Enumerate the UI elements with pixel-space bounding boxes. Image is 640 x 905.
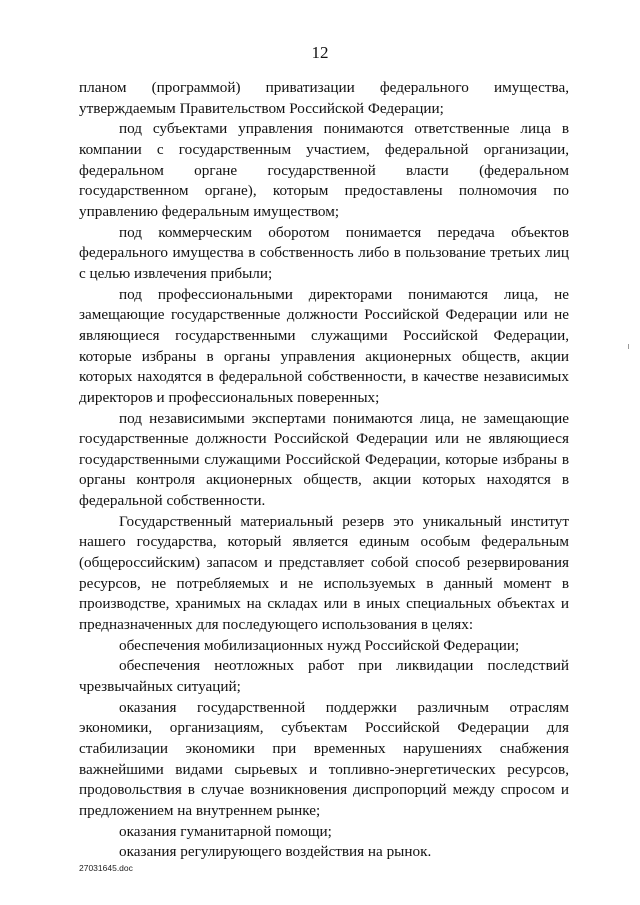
paragraph-market-regulation: оказания регулирующего воздействия на рынок. — [119, 843, 432, 861]
footer-file-name: 27031645.doc — [79, 863, 133, 873]
paragraph-humanitarian-aid: оказания гуманитарной помощи; — [119, 822, 332, 840]
paragraph-emergency-works: обеспечения неотложных работ при ликвидации последствий чрезвычайных ситуаций; — [79, 657, 569, 696]
paragraph-state-reserve: Государственный материальный резерв это уникальный институт нашего государства, который является единым особым федеральным (общероссийским) запасом и представляет собой способ резервирования ресурсов, не потребляемых и не используемых в данный момент в производстве, хранимых на складах или в иных специальных объектах и предназначенных для последующего использования в целях: — [79, 512, 569, 634]
paragraph-commercial-turnover: под коммерческим оборотом понимается передача объектов федерального имущества в собственность либо в пользование третьих лиц с целью извлечения прибыли; — [79, 223, 569, 282]
margin-mark — [628, 344, 629, 349]
page-number: 12 — [311, 43, 329, 62]
paragraph-management-subjects: под субъектами управления понимаются ответственные лица в компании с государственным участием, федеральной организации, федеральном органе государственной власти (федеральном государственном органе), которым предоставлены полномочия по управлению федеральным имуществом; — [79, 120, 569, 220]
paragraph-state-support: оказания государственной поддержки различным отраслям экономики, организациям, субъектам Российской Федерации для стабилизации экономики при временных нарушениях снабжения важнейшими видами сырьевых и топливно-энергетических ресурсов, продовольствия в случае возникновения диспропорций между спросом и предложением на внутреннем рынке; — [79, 698, 569, 819]
paragraph-privatization-plan: планом (программой) приватизации федерального имущества, утверждаемым Правительством Российской Федерации; — [79, 79, 569, 117]
paragraph-mobilization-needs: обеспечения мобилизационных нужд Российской Федерации; — [119, 636, 520, 654]
document-body — [79, 78, 569, 863]
paragraph-independent-experts: под независимыми экспертами понимаются лица, не замещающие государственные должности Российской Федерации или не являющиеся государственными служащими Российской Федерации, которые избраны в органы контроля акционерных обществ, акции которых находятся в федеральной собственности. — [79, 409, 569, 510]
paragraph-professional-directors: под профессиональными директорами понимаются лица, не замещающие государственные должности Российской Федерации или не являющиеся государственными служащими Российской Федерации, которые избраны в органы управления акционерных обществ, акции которых находятся в федеральной собственности, в качестве независимых директоров и профессиональных поверенных; — [79, 285, 569, 406]
